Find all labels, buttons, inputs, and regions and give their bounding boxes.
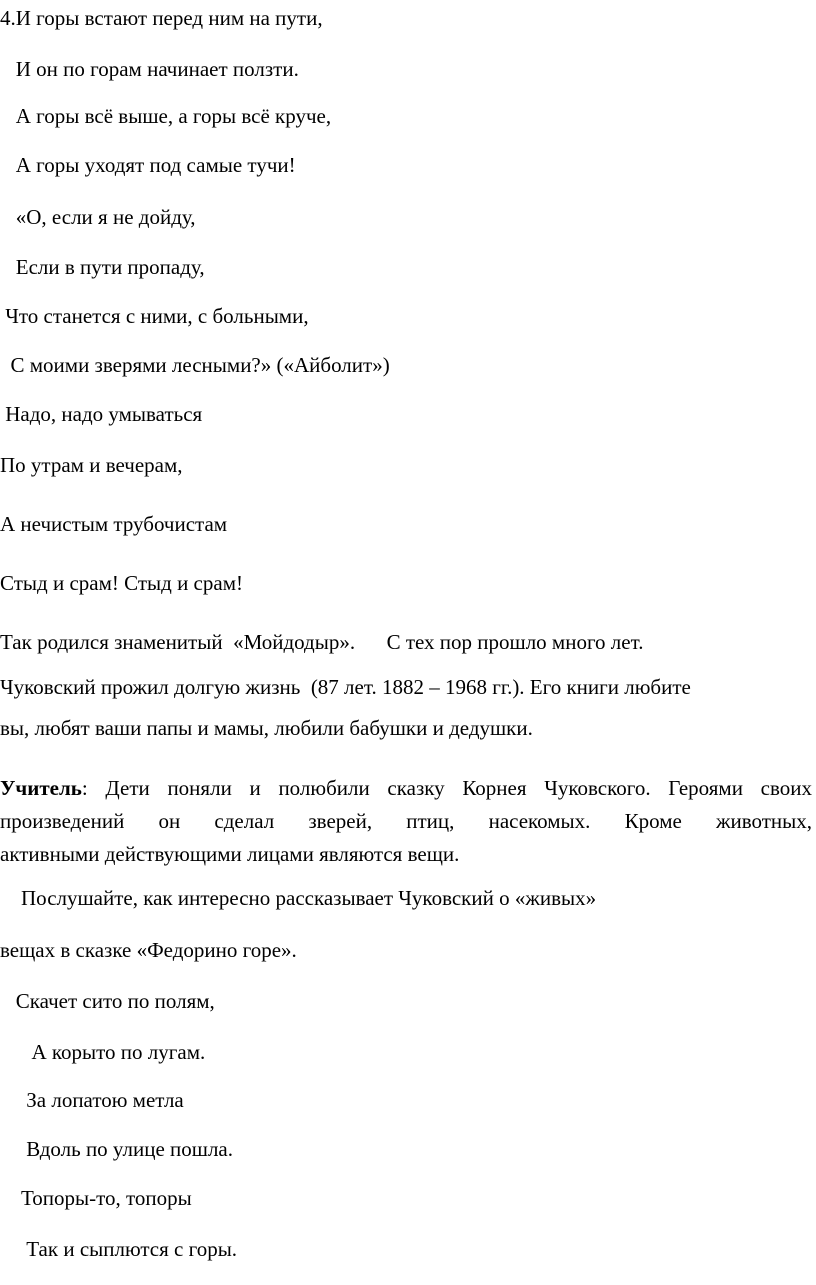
intro-line: Послушайте, как интересно рассказывает Чуковский о «живых» [0, 886, 597, 910]
poem-line: Стыд и срам! Стыд и срам! [0, 571, 243, 595]
narration-line: вы, любят ваши папы и мамы, любили бабушки и дедушки. [0, 716, 533, 740]
poem-line: А горы уходят под самые тучи! [0, 153, 296, 177]
poem-line: И он по горам начинает ползти. [0, 57, 299, 81]
poem-line: «О, если я не дойду, [0, 205, 196, 229]
poem-line: Что станется с ними, с больными, [0, 304, 309, 328]
intro-line: вещах в сказке «Федорино горе». [0, 938, 297, 962]
narration-line: Так родился знаменитый «Мойдодыр». С тех пор прошло много лет. [0, 630, 644, 654]
teacher-line-3: активными действующими лицами являются вещи. [0, 842, 460, 866]
poem-line: Если в пути пропаду, [0, 255, 205, 279]
poem-line: 4.И горы встают перед ним на пути, [0, 6, 323, 30]
teacher-line-1 [0, 772, 812, 805]
poem-line: Надо, надо умываться [0, 402, 203, 426]
narration-line: Чуковский прожил долгую жизнь (87 лет. 1882 – 1968 гг.). Его книги любите [0, 675, 691, 699]
teacher-line-2: произведений он сделал зверей, птиц, насекомых. Кроме животных, [0, 809, 812, 833]
poem-line: А корыто по лугам. [0, 1040, 206, 1064]
teacher-label: Учитель [0, 776, 82, 800]
poem-line: За лопатою метла [0, 1088, 184, 1112]
poem-line: А нечистым трубочистам [0, 512, 228, 536]
poem-line: По утрам и вечерам, [0, 453, 183, 477]
poem-line: Вдоль по улице пошла. [0, 1137, 233, 1161]
poem-line: А горы всё выше, а горы всё круче, [0, 104, 332, 128]
teacher-text: : Дети поняли и полюбили сказку Корнея Чуковского. Героями своих [81, 776, 812, 800]
poem-line: Скачет сито по полям, [0, 989, 215, 1013]
poem-line: Так и сыплются с горы. [0, 1237, 238, 1261]
poem-line: С моими зверями лесными?» («Айболит») [0, 353, 390, 377]
teacher-paragraph [0, 772, 812, 871]
poem-line: Топоры-то, топоры [0, 1186, 192, 1210]
